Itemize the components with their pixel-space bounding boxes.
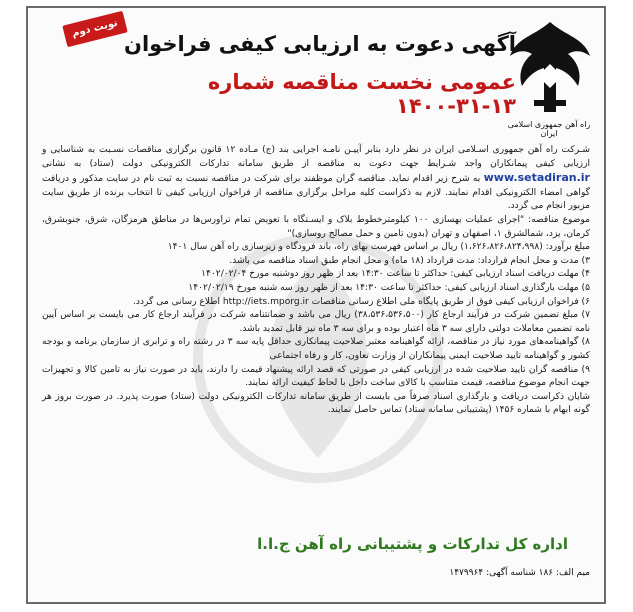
- item-portal: ۶) فراخوان ارزیابی کیفی فوق از طریق پایگاه ملی اطلاع رسانی مناقصات http://iets.mporg.ir اطلاع رسانی می گردد.: [133, 296, 590, 307]
- intro-text: شـرکت راه آهن جمهوری اسـلامی ایران در نظر دارد بنابر آییـن نامـه اجرایی بند (ج) مـاده ۱۲ قانون برگزاری مناقصات نسـبت به شناسایی و ارزیابی کیفی پیمانکاران واجد شـرایط جهت دعوت به مناقصه از طریق سامانه تدارکات الکترونیکی دولت (ستاد) به نشانی www.setadiran.ir به شرح زیر اقدام نماید. مناقصه گران موظفند برای شرکت در مناقصه نسبت به ثبت نام در سایت مذکور و دریافت گواهی امضاء الکترونیکی اقدام نمایند. لازم به ذکراست کلیه مراحل برگزاری مناقصه از فراخوان ارزیابی کیفی تا انتخاب برنده از طریق سایت مزبور انجام می گردد.: [42, 145, 590, 212]
- item-receive-deadline: ۴) مهلت دریافت اسناد ارزیابی کیفی: حداکثر تا ساعت ۱۴:۳۰ بعد از ظهر روز دوشنبه مورخ ۱۴۰۲/۰۲/۰۴: [201, 269, 590, 280]
- railway-logo-icon: [504, 16, 596, 120]
- item-qualified-bidders: ۹) مناقصه گران تایید صلاحیت شده در ارزیابی کیفی در صورتی که قصد ارائه پیشنهاد قیمت را دارند، باید در صورت نیاز به تامین کالا و تجهیزات جهت انجام موضوع مناقصه، قیمت متناسب با کالای ساخت داخل با لحاظ کیفیت ارائه نمایند.: [42, 364, 590, 389]
- signature: اداره کل تدارکات و پشتیبانی راه آهن ج.ا.ا: [257, 535, 568, 553]
- item-note: شایان ذکراست دریافت و بارگذاری اسناد صرفاً می بایست از طریق سامانه تدارکات الکترونیکی دولت (ستاد) صورت پذیرد. در صورت بروز هر گونه ابهام با شماره ۱۴۵۶ (پشتیبانی سامانه ستاد) تماس حاصل نمایند.: [42, 391, 590, 416]
- notice-title-line1: آگهی دعوت به ارزیابی کیفی فراخوان: [124, 32, 516, 56]
- notice-title-line2: عمومی نخست مناقصه شماره ۱۳-۳۱-۱۴۰۰: [207, 70, 516, 118]
- notice-frame: [26, 6, 606, 604]
- notice-body: [42, 144, 590, 418]
- round-stamp: نوبت دوم: [62, 11, 127, 47]
- item-certificates: ۸) گواهینامه‌های مورد نیاز در مناقصه، ارائه گواهینامه معتبر صلاحیت پیمانکاری حداقل پایه سه ۳ در رشته راه و ترابری از سازمان برنامه و بودجه کشور و گواهینامه تایید صلاحیت ایمنی پیمانکاران از وزارت تعاون، کار و رفاه اجتماعی: [42, 337, 591, 361]
- website-link[interactable]: www.setadiran.ir: [483, 171, 590, 185]
- item-guarantee: ۷) مبلغ تضمین شرکت در فرآیند ارجاع کار (۳۸،۵۳۶،۵۳۶،۵۰۰) ریال می باشد و ضمانتنامه شرکت در فرآیند ارجاع کار می بایست بر اساس آیین نامه تضمین معاملات دولتی دارای سه ۳ ماه اعتبار بوده و برای سه ۳ ماه نیز قابل تمدید باشد.: [42, 310, 590, 334]
- notice-header: [28, 8, 604, 140]
- item-subject: موضوع مناقصه: "اجرای عملیات بهسازی ۱۰۰ کیلومترخطوط بلاک و ایسـتگاه با تعویض تمام تراورس‌ها در مناطق هرمزگان، شرق، جنوبشرق، کرمان، یزد، شمالشرق ۱، اصفهان و تهران (بدون تامین و حمل مصالح روسازی)": [42, 214, 590, 239]
- item-upload-deadline: ۵) مهلت بارگذاری اسناد ارزیابی کیفی: حداکثر تا ساعت ۱۴:۳۰ بعد از ظهر روز سه شنبه مورخ ۱۴۰۲/۰۲/۱۹: [188, 282, 590, 293]
- footer-id: میم الف: ۱۸۶ شناسه آگهی: ۱۴۷۹۹۶۴: [449, 568, 590, 578]
- item-estimate: مبلغ برآورد: (۱،۶۲۶،۸۲۶،۸۲۴،۹۹۸) ریال بر اساس فهرست بهای راه، باند فرودگاه و زیرسازی راه آهن سال ۱۴۰۱: [167, 242, 590, 253]
- item-duration: ۳) مدت و محل انجام قرارداد: مدت قرارداد (۱۸ ماه) و محل انجام طبق اسناد مناقصه می باشد.: [229, 255, 590, 266]
- logo-caption: راه آهن جمهوری اسلامی ایران: [507, 120, 591, 138]
